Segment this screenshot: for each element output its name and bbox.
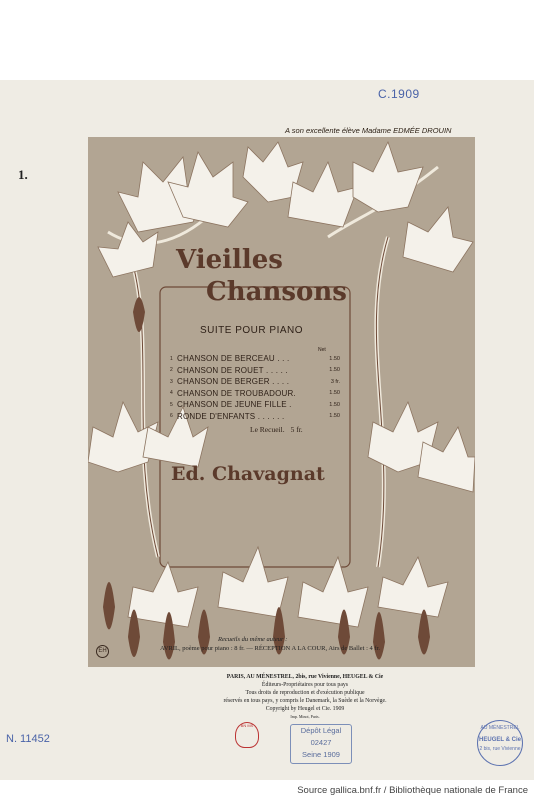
illustrator-monogram: EH: [96, 645, 109, 658]
copyright-line: Copyright by Heugel et Cie. 1909: [265, 706, 345, 712]
piece-price: 3 fr.: [330, 378, 340, 385]
other-works-heading: Recueils du même auteur :: [218, 636, 288, 643]
publisher-stamp: [477, 720, 523, 766]
list-item: [170, 376, 340, 388]
legal-deposit-stamp: [290, 724, 352, 764]
stamp-line: 2 bis, rue Vivienne: [479, 746, 521, 752]
pieces-list: [170, 353, 340, 422]
inventory-number: N. 11452: [6, 733, 50, 745]
composer-name: Ed. Chavagnat: [171, 463, 325, 485]
stamp-line: Seine 1909: [302, 750, 340, 759]
title-line-2: Chansons: [206, 277, 347, 307]
piece-price: 1.50: [329, 355, 340, 362]
shelfmark-annotation: C.1909: [378, 87, 420, 101]
stamp-line: 02427: [310, 738, 332, 747]
score-cover-page: [0, 80, 534, 780]
piece-title: RONDE D'ENFANTS . . . . . .: [177, 411, 285, 421]
piece-price: 1.50: [329, 390, 340, 397]
piece-title: CHANSON DE BERGER . . . .: [177, 377, 290, 387]
piece-price: 1.50: [329, 401, 340, 408]
piece-price: 1.50: [329, 367, 340, 374]
piece-title: CHANSON DE TROUBADOUR.: [177, 388, 296, 398]
piece-number: 1: [170, 355, 173, 362]
net-price-label: Net: [318, 347, 326, 353]
collection-label: Le Recueil.: [250, 425, 285, 434]
other-works-line: AVRIL, poème pour piano : 8 fr. — RÉCEPTION A LA COUR, Airs de Ballet : 4 fr.: [160, 645, 380, 652]
library-stamp: BN MS: [235, 722, 259, 748]
list-item: [170, 353, 340, 365]
dedication: A son excellente élève Madame EDMÉE DROUIN: [285, 126, 452, 135]
rights-line: Tous droits de reproduction et d'exécution publique: [245, 690, 365, 696]
publisher-line: Éditeurs-Propriétaires pour tous pays: [261, 682, 349, 688]
publisher-info: [165, 673, 445, 721]
rights-line: réservés en tous pays, y compris le Danemark, la Suède et la Norvège.: [223, 698, 387, 704]
publisher-line: PARIS, AU MÉNESTREL, 2bis, rue Vivienne, HEUGEL & Cie: [226, 674, 384, 680]
source-credit: Source gallica.bnf.fr / Bibliothèque nationale de France: [297, 785, 528, 796]
printer-line: Imp. Minot, Paris.: [290, 714, 320, 719]
list-item: [170, 399, 340, 411]
list-item: [170, 411, 340, 423]
piece-title: CHANSON DE BERCEAU . . .: [177, 354, 290, 364]
piece-number: 4: [170, 390, 173, 397]
piece-number: 6: [170, 413, 173, 420]
stamp-line: AU MÉNESTREL: [480, 725, 520, 731]
subtitle: SUITE POUR PIANO: [200, 325, 304, 336]
stamp-line: Dépôt Légal: [300, 726, 342, 735]
piece-title: CHANSON DE JEUNE FILLE .: [177, 400, 292, 410]
list-item: [170, 388, 340, 400]
collection-price-value: 5 fr.: [290, 425, 303, 434]
piece-price: 1.50: [329, 413, 340, 420]
stamp-line: HEUGEL & Cie: [479, 737, 521, 743]
piece-title: CHANSON DE ROUET . . . . .: [177, 365, 288, 375]
title-line-1: Vieilles: [176, 245, 283, 275]
collection-price: [250, 425, 340, 434]
list-item: [170, 365, 340, 377]
piece-number: 2: [170, 367, 173, 374]
illustrated-cover: [88, 137, 475, 667]
volume-number: 1.: [18, 167, 28, 182]
piece-number: 3: [170, 378, 173, 385]
other-works: [160, 635, 440, 653]
piece-number: 5: [170, 401, 173, 408]
